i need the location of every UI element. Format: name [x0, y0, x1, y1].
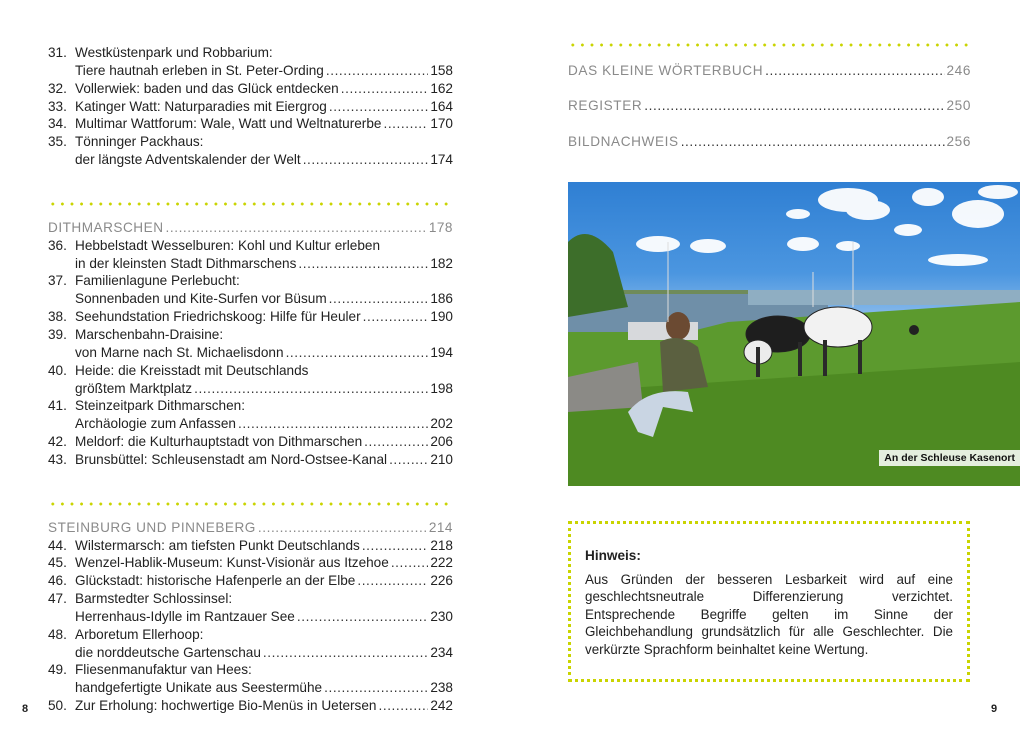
toc-entry[interactable] — [48, 572, 453, 590]
entry-number: 43. — [48, 451, 67, 467]
dot-leader — [383, 115, 428, 133]
dot-leader — [298, 255, 428, 273]
entry-page: 174 — [430, 152, 453, 168]
dot-leader — [391, 554, 429, 572]
toc-line — [48, 80, 453, 98]
entry-page: 158 — [430, 62, 453, 78]
entry-number — [48, 62, 75, 80]
dot-leader — [363, 308, 429, 326]
entry-title: Westküstenpark und Robbarium: — [75, 45, 273, 60]
toc-line — [48, 272, 453, 290]
notice-text: Aus Gründen der besseren Lesbarkeit wird auf eine geschlechtsneutrale Differenzierung verzichtet. Entsprechende Begriffe gelten im Sinne der Gleichbehandlung grundsätzlich für alle Geschlechter. Die verkürzte Sprachform beinhaltet keine Wertung. — [585, 572, 953, 657]
toc-entry[interactable] — [48, 272, 453, 308]
entry-number: 50. — [48, 698, 67, 714]
dot-leader — [357, 572, 428, 590]
toc-entry[interactable] — [48, 537, 453, 555]
entry-title: Wilstermarsch: am tiefsten Punkt Deutschlands — [75, 537, 360, 553]
entry-title: Tiere hautnah erleben in St. Peter-Ording — [75, 62, 324, 78]
entry-number: 35. — [48, 134, 67, 150]
dot-leader — [286, 344, 429, 362]
entry-title: Zur Erholung: hochwertige Bio-Menüs in Uetersen — [75, 698, 377, 714]
dot-leader — [681, 134, 945, 149]
dot-leader — [389, 451, 428, 469]
entry-page: 226 — [430, 573, 453, 589]
toc-entry[interactable] — [48, 661, 453, 697]
toc-entry[interactable] — [48, 237, 453, 273]
photo-caption: An der Schleuse Kasenort — [879, 450, 1020, 466]
entry-number — [48, 255, 75, 273]
entry-page: 210 — [430, 451, 453, 467]
entry-number: 47. — [48, 591, 67, 607]
section-heading[interactable] — [48, 519, 453, 537]
toc-line — [48, 290, 453, 308]
toc-entry[interactable] — [48, 326, 453, 362]
entry-title: Vollerwiek: baden und das Glück entdecken — [75, 80, 339, 96]
toc-line — [48, 308, 453, 326]
toc-entry[interactable] — [48, 433, 453, 451]
entry-number: 46. — [48, 573, 67, 589]
entry-title: Meldorf: die Kulturhauptstadt von Dithmarschen — [75, 434, 363, 450]
entry-number: 37. — [48, 273, 67, 289]
toc-line — [48, 362, 453, 380]
entry-number — [48, 415, 75, 433]
page-number-right: 9 — [991, 703, 998, 715]
entry-title: Sonnenbaden und Kite-Surfen vor Büsum — [75, 291, 327, 307]
dotted-divider — [568, 43, 971, 47]
section-title: STEINBURG UND PINNEBERG — [48, 519, 256, 535]
entry-number: 32. — [48, 80, 67, 96]
toc-line — [48, 326, 453, 344]
entry-title: Marschenbahn-Draisine: — [75, 326, 224, 342]
page-number-left: 8 — [22, 703, 29, 715]
entry-page: 190 — [430, 309, 453, 325]
toc-line — [48, 344, 453, 362]
toc-left-column — [48, 44, 453, 715]
entry-page: 230 — [430, 608, 453, 624]
entry-page: 234 — [430, 644, 453, 660]
toc-line — [48, 697, 453, 715]
spacer — [48, 469, 453, 502]
entry-number — [48, 380, 75, 398]
dot-leader — [765, 63, 944, 78]
entry-title: Herrenhaus-Idylle im Rantzauer See — [75, 608, 295, 624]
dot-leader — [238, 415, 428, 433]
entry-number: 45. — [48, 555, 67, 571]
section-heading[interactable] — [568, 134, 971, 149]
entry-number: 42. — [48, 434, 67, 450]
entry-page: 198 — [430, 380, 453, 396]
photo-illustration — [568, 182, 1020, 486]
entry-title: der längste Adventskalender der Welt — [75, 152, 301, 168]
section-page: 178 — [428, 219, 453, 235]
toc-line — [48, 608, 453, 626]
entry-page: 182 — [430, 255, 453, 271]
toc-entry[interactable] — [48, 362, 453, 398]
toc-line — [48, 62, 453, 80]
toc-line — [48, 451, 453, 469]
dot-leader — [341, 80, 429, 98]
toc-line — [48, 44, 453, 62]
section-heading[interactable] — [568, 63, 971, 78]
dot-leader — [329, 98, 428, 116]
toc-line — [48, 133, 453, 151]
toc-line — [48, 397, 453, 415]
entry-number — [48, 290, 75, 308]
toc-entry[interactable] — [48, 308, 453, 326]
entry-page: 202 — [430, 416, 453, 432]
entry-title: Steinzeitpark Dithmarschen: — [75, 398, 245, 414]
notice-title: Hinweis: — [585, 548, 641, 563]
entry-title: Katinger Watt: Naturparadies mit Eiergrog — [75, 98, 327, 114]
entry-page: 164 — [430, 98, 453, 114]
entry-number: 40. — [48, 362, 67, 378]
entry-title: Multimar Wattforum: Wale, Watt und Weltnaturerbe — [75, 116, 382, 132]
dot-leader — [166, 219, 427, 237]
toc-line — [48, 661, 453, 679]
toc-line — [48, 415, 453, 433]
entry-number — [48, 151, 75, 169]
section-title: DAS KLEINE WÖRTERBUCH — [568, 63, 764, 78]
spacer — [48, 169, 453, 202]
entry-page: 194 — [430, 344, 453, 360]
section-heading[interactable] — [48, 219, 453, 237]
entry-number: 48. — [48, 626, 67, 642]
entry-title: Seehundstation Friedrichskoog: Hilfe für Heuler — [75, 309, 361, 325]
dot-leader — [644, 98, 944, 113]
entry-number: 38. — [48, 309, 67, 325]
entry-page: 170 — [430, 116, 453, 132]
toc-line — [48, 380, 453, 398]
entry-title: Fliesenmanufaktur van Hees: — [75, 662, 252, 678]
spacer — [48, 206, 453, 219]
entry-number: 39. — [48, 326, 67, 342]
toc-line — [48, 98, 453, 116]
section-title: DITHMARSCHEN — [48, 219, 164, 235]
dot-leader — [297, 608, 428, 626]
entry-page: 222 — [430, 555, 453, 571]
entry-title: Glückstadt: historische Hafenperle an der Elbe — [75, 573, 356, 589]
toc-line — [48, 115, 453, 133]
section-page: 246 — [946, 63, 971, 78]
entry-title: größtem Marktplatz — [75, 380, 193, 396]
toc-line — [48, 572, 453, 590]
entry-title: Arboretum Ellerhoop: — [75, 626, 204, 642]
toc-line — [48, 644, 453, 662]
entry-page: 242 — [430, 698, 453, 714]
dot-leader — [329, 290, 429, 308]
toc-entry[interactable] — [48, 626, 453, 662]
toc-entry[interactable] — [48, 554, 453, 572]
toc-line — [48, 554, 453, 572]
entry-title: Archäologie zum Anfassen — [75, 416, 236, 432]
photo-cows-at-lock — [568, 182, 1020, 486]
entry-title: von Marne nach St. Michaelisdonn — [75, 344, 284, 360]
entry-page: 238 — [430, 680, 453, 696]
dot-leader — [258, 519, 427, 537]
dot-leader — [326, 62, 428, 80]
toc-entry[interactable] — [48, 80, 453, 98]
notice-box — [568, 521, 970, 682]
dot-leader — [378, 697, 428, 715]
toc-line — [48, 590, 453, 608]
toc-right-column — [568, 43, 971, 149]
entry-page: 218 — [430, 537, 453, 553]
toc-line — [48, 433, 453, 451]
toc-entry[interactable] — [48, 98, 453, 116]
entry-title: in der kleinsten Stadt Dithmarschens — [75, 255, 297, 271]
toc-entry[interactable] — [48, 397, 453, 433]
section-title: BILDNACHWEIS — [568, 134, 679, 149]
entry-page: 206 — [430, 434, 453, 450]
entry-number: 41. — [48, 398, 67, 414]
entry-page: 186 — [430, 291, 453, 307]
entry-number: 34. — [48, 116, 67, 132]
entry-number — [48, 644, 75, 662]
toc-entry[interactable] — [48, 44, 453, 80]
toc-line — [48, 151, 453, 169]
toc-entry[interactable] — [48, 697, 453, 715]
entry-page: 162 — [430, 80, 453, 96]
spacer — [48, 506, 453, 519]
section-page: 250 — [946, 98, 971, 113]
entry-title: Wenzel-Hablik-Museum: Kunst-Visionär aus Itzehoe — [75, 555, 389, 571]
section-page: 214 — [428, 519, 453, 535]
entry-number: 49. — [48, 662, 67, 678]
entry-title: Heide: die Kreisstadt mit Deutschlands — [75, 362, 309, 378]
entry-title: Barmstedter Schlossinsel: — [75, 591, 233, 607]
entry-title: Brunsbüttel: Schleusenstadt am Nord-Ostsee-Kanal — [75, 451, 388, 467]
toc-line — [48, 237, 453, 255]
dot-leader — [362, 537, 428, 555]
entry-number: 33. — [48, 98, 67, 114]
entry-title: die norddeutsche Gartenschau — [75, 644, 261, 660]
dot-leader — [324, 679, 428, 697]
dot-leader — [364, 433, 428, 451]
section-page: 256 — [946, 134, 971, 149]
entry-number — [48, 679, 75, 697]
entry-title: handgefertigte Unikate aus Seestermühe — [75, 680, 323, 696]
toc-entry[interactable] — [48, 115, 453, 133]
toc-line — [48, 679, 453, 697]
toc-entry[interactable] — [48, 133, 453, 169]
entry-number — [48, 344, 75, 362]
dot-leader — [303, 151, 429, 169]
toc-line — [48, 255, 453, 273]
entry-title: Hebbelstadt Wesselburen: Kohl und Kultur erleben — [75, 237, 381, 253]
toc-line — [48, 626, 453, 644]
entry-number: 44. — [48, 537, 67, 553]
entry-title: Tönninger Packhaus: — [75, 134, 204, 150]
entry-number — [48, 608, 75, 626]
dot-leader — [194, 380, 428, 398]
entry-number: 31. — [48, 45, 67, 60]
entry-title: Familienlagune Perlebucht: — [75, 273, 240, 289]
toc-entry[interactable] — [48, 590, 453, 626]
entry-number: 36. — [48, 237, 67, 253]
toc-entry[interactable] — [48, 451, 453, 469]
section-title: REGISTER — [568, 98, 643, 113]
section-heading[interactable] — [568, 98, 971, 113]
toc-line — [48, 537, 453, 555]
dot-leader — [263, 644, 428, 662]
